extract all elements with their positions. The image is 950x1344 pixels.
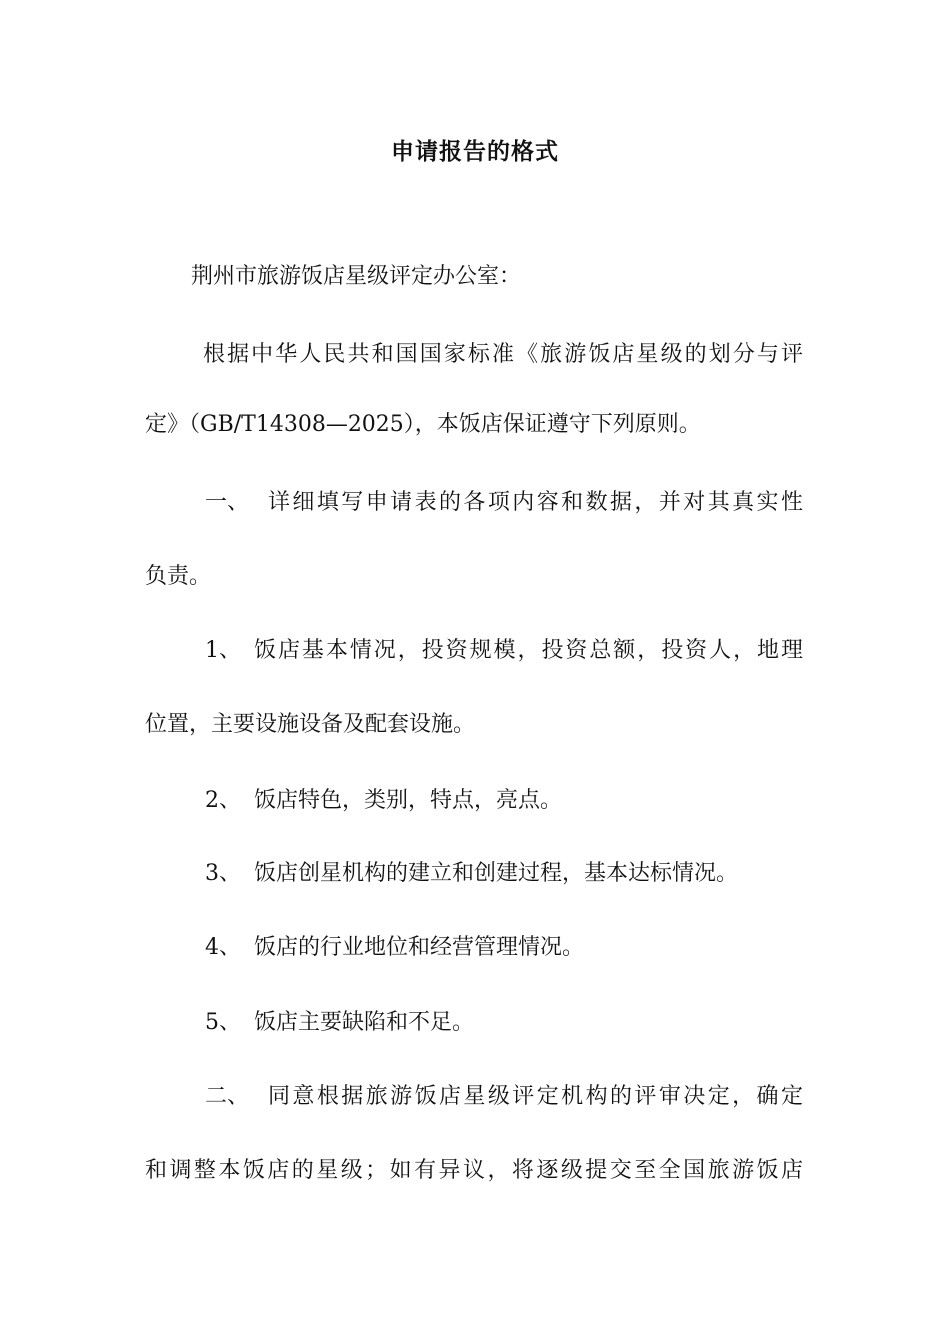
- item-5-line-1: 饭店主要缺陷和不足。: [254, 1010, 475, 1035]
- section-2-number: 二、: [205, 1084, 250, 1109]
- section-1-line-1: 详细填写申请表的各项内容和数据，并对其真实性: [268, 490, 803, 515]
- section-1-number: 一、: [205, 490, 250, 515]
- item-5-number: 5、: [205, 1010, 241, 1035]
- item-3-line-1: 饭店创星机构的建立和创建过程，基本达标情况。: [254, 861, 739, 886]
- intro-line-1: 根据中华人民共和国国家标准《旅游饭店星级的划分与评: [203, 342, 803, 367]
- salutation: 荆州市旅游饭店星级评定办公室：: [191, 264, 522, 289]
- section-2-line-1: 同意根据旅游饭店星级评定机构的评审决定，确定: [268, 1084, 803, 1109]
- item-1-line-2: 位置，主要设施设备及配套设施。: [145, 712, 476, 737]
- intro-line-2: 定》（GB/T14308—2025），本饭店保证遵守下列原则。: [145, 412, 701, 437]
- item-2-line-1: 饭店特色，类别，特点，亮点。: [254, 788, 563, 813]
- document-title: 申请报告的格式: [391, 139, 559, 165]
- item-1-line-1: 饭店基本情况，投资规模，投资总额，投资人，地理: [254, 638, 803, 663]
- item-4-number: 4、: [205, 935, 241, 960]
- item-4-line-1: 饭店的行业地位和经营管理情况。: [254, 935, 585, 960]
- section-2-line-2: 和调整本饭店的星级；如有异议，将逐级提交至全国旅游饭店: [145, 1158, 803, 1183]
- item-1-number: 1、: [205, 638, 241, 663]
- item-2-number: 2、: [205, 788, 241, 813]
- item-3-number: 3、: [205, 861, 241, 886]
- section-1-line-2: 负责。: [145, 564, 212, 589]
